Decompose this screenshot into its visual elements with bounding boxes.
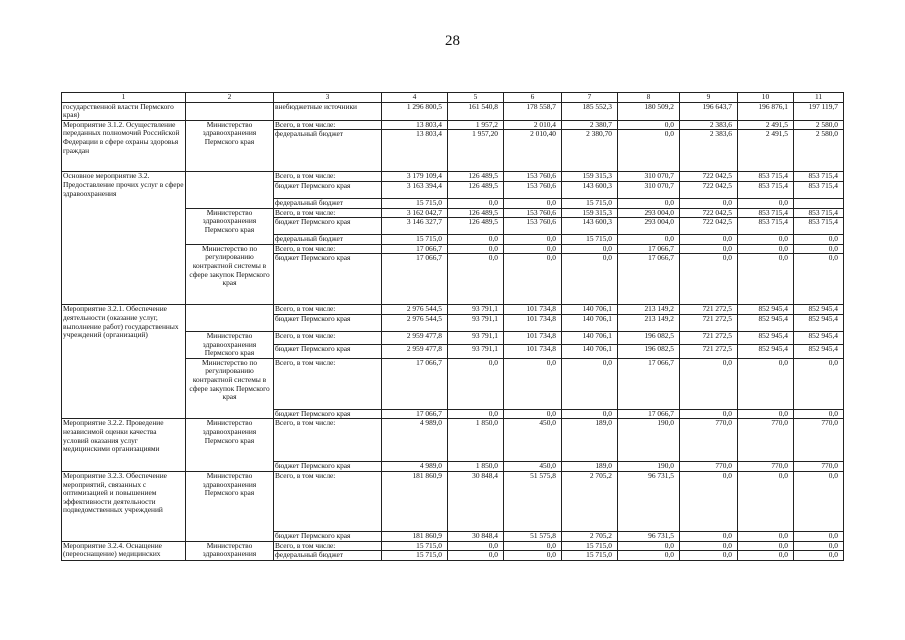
amount-cell: 30 848,4 <box>448 531 504 541</box>
amount-cell: 0,0 <box>738 244 794 254</box>
amount-cell: 196 082,5 <box>618 331 680 344</box>
amount-cell: 140 706,1 <box>562 331 618 344</box>
executor-cell: Министерство по регулированию контрактной системы в сфере закупок Пермского края <box>186 244 274 305</box>
amount-cell: 1 296 800,5 <box>382 102 448 120</box>
amount-cell: 770,0 <box>680 462 738 472</box>
amount-cell: 721 272,5 <box>680 345 738 358</box>
amount-cell: 190,0 <box>618 419 680 462</box>
amount-cell: 852 945,4 <box>738 314 794 331</box>
amount-cell: 852 945,4 <box>794 345 844 358</box>
amount-cell: 1 850,0 <box>448 419 504 462</box>
amount-cell: 2 010,4 <box>504 120 562 130</box>
amount-cell: 0,0 <box>448 254 504 305</box>
amount-cell: 0,0 <box>680 531 738 541</box>
amount-cell: 17 066,7 <box>618 358 680 409</box>
amount-cell: 293 004,0 <box>618 208 680 218</box>
amount-cell: 2 705,2 <box>562 531 618 541</box>
funding-source-cell: федеральный бюджет <box>274 198 382 208</box>
funding-source-cell: бюджет Пермского края <box>274 531 382 541</box>
amount-cell: 0,0 <box>618 198 680 208</box>
amount-cell: 0,0 <box>562 358 618 409</box>
executor-cell: Министерство здравоохранения Пермского края <box>186 331 274 358</box>
amount-cell: 0,0 <box>680 254 738 305</box>
amount-cell: 0,0 <box>680 244 738 254</box>
amount-cell: 140 706,1 <box>562 345 618 358</box>
executor-cell: Министерство здравоохранения Пермского края <box>186 120 274 172</box>
amount-cell: 0,0 <box>504 254 562 305</box>
amount-cell: 0,0 <box>738 531 794 541</box>
amount-cell: 852 945,4 <box>738 305 794 315</box>
amount-cell: 96 731,5 <box>618 531 680 541</box>
amount-cell: 0,0 <box>680 409 738 419</box>
amount-cell: 196 876,1 <box>738 102 794 120</box>
amount-cell: 853 715,4 <box>738 218 794 235</box>
funding-source-cell: Всего, в том числе: <box>274 419 382 462</box>
amount-cell: 13 803,4 <box>382 130 448 172</box>
table-row <box>62 419 844 462</box>
amount-cell: 770,0 <box>738 462 794 472</box>
amount-cell: 0,0 <box>680 198 738 208</box>
amount-cell: 0,0 <box>562 409 618 419</box>
amount-cell: 2 580,0 <box>794 120 844 130</box>
amount-cell: 0,0 <box>618 120 680 130</box>
funding-source-cell: бюджет Пермского края <box>274 218 382 235</box>
amount-cell: 0,0 <box>794 358 844 409</box>
amount-cell: 185 552,3 <box>562 102 618 120</box>
amount-cell: 0,0 <box>448 551 504 561</box>
amount-cell: 0,0 <box>738 254 794 305</box>
executor-cell: Министерство здравоохранения Пермского края <box>186 471 274 541</box>
funding-source-cell: бюджет Пермского края <box>274 345 382 358</box>
amount-cell: 213 149,2 <box>618 314 680 331</box>
amount-cell: 15 715,0 <box>382 198 448 208</box>
table-row <box>62 471 844 531</box>
amount-cell: 852 945,4 <box>738 345 794 358</box>
amount-cell: 722 042,5 <box>680 172 738 182</box>
amount-cell: 15 715,0 <box>562 198 618 208</box>
funding-source-cell: федеральный бюджет <box>274 551 382 561</box>
amount-cell: 126 489,5 <box>448 208 504 218</box>
amount-cell: 770,0 <box>794 462 844 472</box>
amount-cell: 0,0 <box>680 541 738 551</box>
executor-cell: Министерство здравоохранения Пермского края <box>186 208 274 244</box>
amount-cell: 0,0 <box>738 409 794 419</box>
executor-cell <box>186 305 274 332</box>
amount-cell <box>794 198 844 208</box>
amount-cell: 2 491,5 <box>738 130 794 172</box>
amount-cell: 140 706,1 <box>562 314 618 331</box>
funding-source-cell: Всего, в том числе: <box>274 471 382 531</box>
amount-cell: 189,0 <box>562 462 618 472</box>
column-header: 11 <box>794 93 844 103</box>
table-row <box>62 172 844 182</box>
funding-source-cell: Всего, в том числе: <box>274 541 382 551</box>
amount-cell: 770,0 <box>680 419 738 462</box>
amount-cell: 93 791,1 <box>448 305 504 315</box>
amount-cell: 213 149,2 <box>618 305 680 315</box>
amount-cell: 190,0 <box>618 462 680 472</box>
amount-cell: 722 042,5 <box>680 208 738 218</box>
amount-cell: 0,0 <box>738 471 794 531</box>
amount-cell: 2 959 477,8 <box>382 331 448 344</box>
amount-cell: 153 760,6 <box>504 181 562 198</box>
amount-cell: 159 315,3 <box>562 208 618 218</box>
amount-cell: 2 959 477,8 <box>382 345 448 358</box>
amount-cell: 0,0 <box>794 244 844 254</box>
amount-cell: 4 989,0 <box>382 462 448 472</box>
amount-cell: 721 272,5 <box>680 305 738 315</box>
column-header: 9 <box>680 93 738 103</box>
amount-cell: 181 860,9 <box>382 531 448 541</box>
amount-cell: 450,0 <box>504 419 562 462</box>
amount-cell: 0,0 <box>618 235 680 245</box>
table-row <box>62 102 844 120</box>
amount-cell: 2 380,70 <box>562 130 618 172</box>
executor-cell: Министерство здравоохранения Пермского края <box>186 419 274 472</box>
amount-cell: 0,0 <box>448 358 504 409</box>
amount-cell: 197 119,7 <box>794 102 844 120</box>
amount-cell: 853 715,4 <box>794 172 844 182</box>
amount-cell: 17 066,7 <box>618 254 680 305</box>
amount-cell: 721 272,5 <box>680 331 738 344</box>
funding-source-cell: Всего, в том числе: <box>274 305 382 315</box>
amount-cell: 2 383,6 <box>680 130 738 172</box>
amount-cell: 853 715,4 <box>794 208 844 218</box>
amount-cell: 2 705,2 <box>562 471 618 531</box>
amount-cell: 0,0 <box>448 409 504 419</box>
amount-cell: 126 489,5 <box>448 218 504 235</box>
funding-source-cell: внебюджетные источники <box>274 102 382 120</box>
amount-cell: 0,0 <box>504 358 562 409</box>
amount-cell: 2 380,7 <box>562 120 618 130</box>
amount-cell: 143 600,3 <box>562 181 618 198</box>
amount-cell: 0,0 <box>504 235 562 245</box>
executor-cell <box>186 172 274 208</box>
amount-cell: 15 715,0 <box>382 235 448 245</box>
amount-cell: 13 803,4 <box>382 120 448 130</box>
amount-cell: 0,0 <box>680 551 738 561</box>
amount-cell: 196 643,7 <box>680 102 738 120</box>
amount-cell: 17 066,7 <box>618 244 680 254</box>
amount-cell: 17 066,7 <box>618 409 680 419</box>
amount-cell: 0,0 <box>618 130 680 172</box>
amount-cell: 101 734,8 <box>504 345 562 358</box>
amount-cell: 0,0 <box>448 244 504 254</box>
table-row <box>62 541 844 551</box>
amount-cell: 0,0 <box>794 541 844 551</box>
funding-source-cell: бюджет Пермского края <box>274 254 382 305</box>
amount-cell: 3 179 109,4 <box>382 172 448 182</box>
budget-table <box>61 92 844 561</box>
amount-cell: 852 945,4 <box>794 305 844 315</box>
amount-cell: 126 489,5 <box>448 172 504 182</box>
column-header: 10 <box>738 93 794 103</box>
amount-cell: 17 066,7 <box>382 244 448 254</box>
amount-cell: 770,0 <box>738 419 794 462</box>
amount-cell: 2 383,6 <box>680 120 738 130</box>
amount-cell: 722 042,5 <box>680 218 738 235</box>
amount-cell: 181 860,9 <box>382 471 448 531</box>
funding-source-cell: федеральный бюджет <box>274 235 382 245</box>
amount-cell: 2 976 544,5 <box>382 305 448 315</box>
amount-cell: 0,0 <box>618 541 680 551</box>
amount-cell: 0,0 <box>562 244 618 254</box>
amount-cell: 3 162 042,7 <box>382 208 448 218</box>
column-header: 2 <box>186 93 274 103</box>
amount-cell: 178 558,7 <box>504 102 562 120</box>
funding-source-cell: Всего, в том числе: <box>274 208 382 218</box>
column-header: 7 <box>562 93 618 103</box>
page-number: 28 <box>445 33 460 49</box>
amount-cell: 2 976 544,5 <box>382 314 448 331</box>
amount-cell: 101 734,8 <box>504 305 562 315</box>
activity-name-cell: Мероприятие 3.2.3. Обеспечение мероприятий, связанных с оптимизацией и повышением эффективности деятельности подведомственных учреждений <box>62 471 186 541</box>
amount-cell: 0,0 <box>562 254 618 305</box>
column-header: 4 <box>382 93 448 103</box>
funding-source-cell: бюджет Пермского края <box>274 181 382 198</box>
amount-cell: 51 575,8 <box>504 471 562 531</box>
amount-cell: 0,0 <box>738 235 794 245</box>
amount-cell: 3 146 327,7 <box>382 218 448 235</box>
amount-cell: 0,0 <box>794 471 844 531</box>
amount-cell: 3 163 394,4 <box>382 181 448 198</box>
funding-source-cell: бюджет Пермского края <box>274 409 382 419</box>
amount-cell: 0,0 <box>504 551 562 561</box>
table-header-row <box>62 93 844 103</box>
amount-cell: 722 042,5 <box>680 181 738 198</box>
amount-cell: 310 070,7 <box>618 181 680 198</box>
amount-cell: 2 580,0 <box>794 130 844 172</box>
amount-cell: 0,0 <box>794 531 844 541</box>
amount-cell: 2 491,5 <box>738 120 794 130</box>
amount-cell: 101 734,8 <box>504 331 562 344</box>
amount-cell: 196 082,5 <box>618 345 680 358</box>
funding-source-cell: Всего, в том числе: <box>274 358 382 409</box>
amount-cell: 15 715,0 <box>562 551 618 561</box>
amount-cell: 17 066,7 <box>382 409 448 419</box>
column-header: 8 <box>618 93 680 103</box>
amount-cell: 93 791,1 <box>448 314 504 331</box>
amount-cell: 0,0 <box>680 358 738 409</box>
amount-cell: 15 715,0 <box>382 541 448 551</box>
amount-cell: 189,0 <box>562 419 618 462</box>
amount-cell: 180 509,2 <box>618 102 680 120</box>
amount-cell: 153 760,6 <box>504 208 562 218</box>
amount-cell: 30 848,4 <box>448 471 504 531</box>
executor-cell <box>186 102 274 120</box>
amount-cell: 0,0 <box>504 409 562 419</box>
amount-cell: 17 066,7 <box>382 358 448 409</box>
funding-source-cell: бюджет Пермского края <box>274 462 382 472</box>
amount-cell: 0,0 <box>738 358 794 409</box>
amount-cell: 143 600,3 <box>562 218 618 235</box>
amount-cell: 721 272,5 <box>680 314 738 331</box>
amount-cell: 15 715,0 <box>562 235 618 245</box>
amount-cell: 853 715,4 <box>738 181 794 198</box>
funding-source-cell: бюджет Пермского края <box>274 314 382 331</box>
amount-cell: 1 957,20 <box>448 130 504 172</box>
amount-cell: 293 004,0 <box>618 218 680 235</box>
funding-source-cell: Всего, в том числе: <box>274 120 382 130</box>
activity-name-cell: Мероприятие 3.2.4. Оснащение (переоснащение) медицинских <box>62 541 186 560</box>
amount-cell: 0,0 <box>680 471 738 531</box>
amount-cell: 852 945,4 <box>794 314 844 331</box>
amount-cell: 0,0 <box>504 198 562 208</box>
column-header: 5 <box>448 93 504 103</box>
amount-cell: 2 010,40 <box>504 130 562 172</box>
amount-cell: 153 760,6 <box>504 218 562 235</box>
amount-cell: 153 760,6 <box>504 172 562 182</box>
amount-cell: 0,0 <box>680 235 738 245</box>
activity-name-cell: Мероприятие 3.2.1. Обеспечение деятельности (оказание услуг, выполнение работ) государственных учреждений (организаций) <box>62 305 186 419</box>
amount-cell: 101 734,8 <box>504 314 562 331</box>
funding-source-cell: Всего, в том числе: <box>274 331 382 344</box>
funding-source-cell: Всего, в том числе: <box>274 244 382 254</box>
amount-cell: 159 315,3 <box>562 172 618 182</box>
amount-cell: 51 575,8 <box>504 531 562 541</box>
amount-cell: 450,0 <box>504 462 562 472</box>
amount-cell: 0,0 <box>794 254 844 305</box>
amount-cell: 0,0 <box>448 198 504 208</box>
column-header: 3 <box>274 93 382 103</box>
amount-cell: 0,0 <box>448 541 504 551</box>
column-header: 6 <box>504 93 562 103</box>
amount-cell: 853 715,4 <box>738 172 794 182</box>
activity-name-cell: Основное мероприятие 3.2. Предоставление прочих услуг в сфере здравоохранения <box>62 172 186 305</box>
amount-cell: 853 715,4 <box>738 208 794 218</box>
amount-cell: 17 066,7 <box>382 254 448 305</box>
amount-cell: 853 715,4 <box>794 181 844 198</box>
table-row <box>62 120 844 130</box>
amount-cell: 853 715,4 <box>794 218 844 235</box>
amount-cell: 140 706,1 <box>562 305 618 315</box>
amount-cell: 15 715,0 <box>562 541 618 551</box>
amount-cell: 0,0 <box>504 541 562 551</box>
amount-cell: 0,0 <box>794 551 844 561</box>
amount-cell: 0,0 <box>448 235 504 245</box>
amount-cell: 4 989,0 <box>382 419 448 462</box>
amount-cell: 161 540,8 <box>448 102 504 120</box>
amount-cell: 0,0 <box>794 235 844 245</box>
amount-cell: 0,0 <box>738 551 794 561</box>
column-header: 1 <box>62 93 186 103</box>
amount-cell: 1 850,0 <box>448 462 504 472</box>
amount-cell: 15 715,0 <box>382 551 448 561</box>
executor-cell: Министерство по регулированию контрактной системы в сфере закупок Пермского края <box>186 358 274 419</box>
amount-cell: 0,0 <box>794 409 844 419</box>
amount-cell: 93 791,1 <box>448 331 504 344</box>
amount-cell: 1 957,2 <box>448 120 504 130</box>
amount-cell: 310 070,7 <box>618 172 680 182</box>
amount-cell: 0,0 <box>618 551 680 561</box>
amount-cell: 0,0 <box>504 244 562 254</box>
amount-cell: 126 489,5 <box>448 181 504 198</box>
amount-cell: 0,0 <box>738 541 794 551</box>
amount-cell: 770,0 <box>794 419 844 462</box>
funding-source-cell: Всего, в том числе: <box>274 172 382 182</box>
executor-cell: Министерство здравоохранения <box>186 541 274 560</box>
activity-name-cell: Мероприятие 3.1.2. Осуществление переданных полномочий Российской Федерации в сфере охраны здоровья граждан <box>62 120 186 172</box>
activity-name-cell: Мероприятие 3.2.2. Проведение независимой оценки качества условий оказания услуг медицинскими организациями <box>62 419 186 472</box>
amount-cell: 93 791,1 <box>448 345 504 358</box>
amount-cell: 96 731,5 <box>618 471 680 531</box>
activity-name-cell: государственной власти Пермского края) <box>62 102 186 120</box>
funding-source-cell: федеральный бюджет <box>274 130 382 172</box>
table-row <box>62 305 844 315</box>
amount-cell: 852 945,4 <box>794 331 844 344</box>
amount-cell: 852 945,4 <box>738 331 794 344</box>
amount-cell: 0,0 <box>738 198 794 208</box>
